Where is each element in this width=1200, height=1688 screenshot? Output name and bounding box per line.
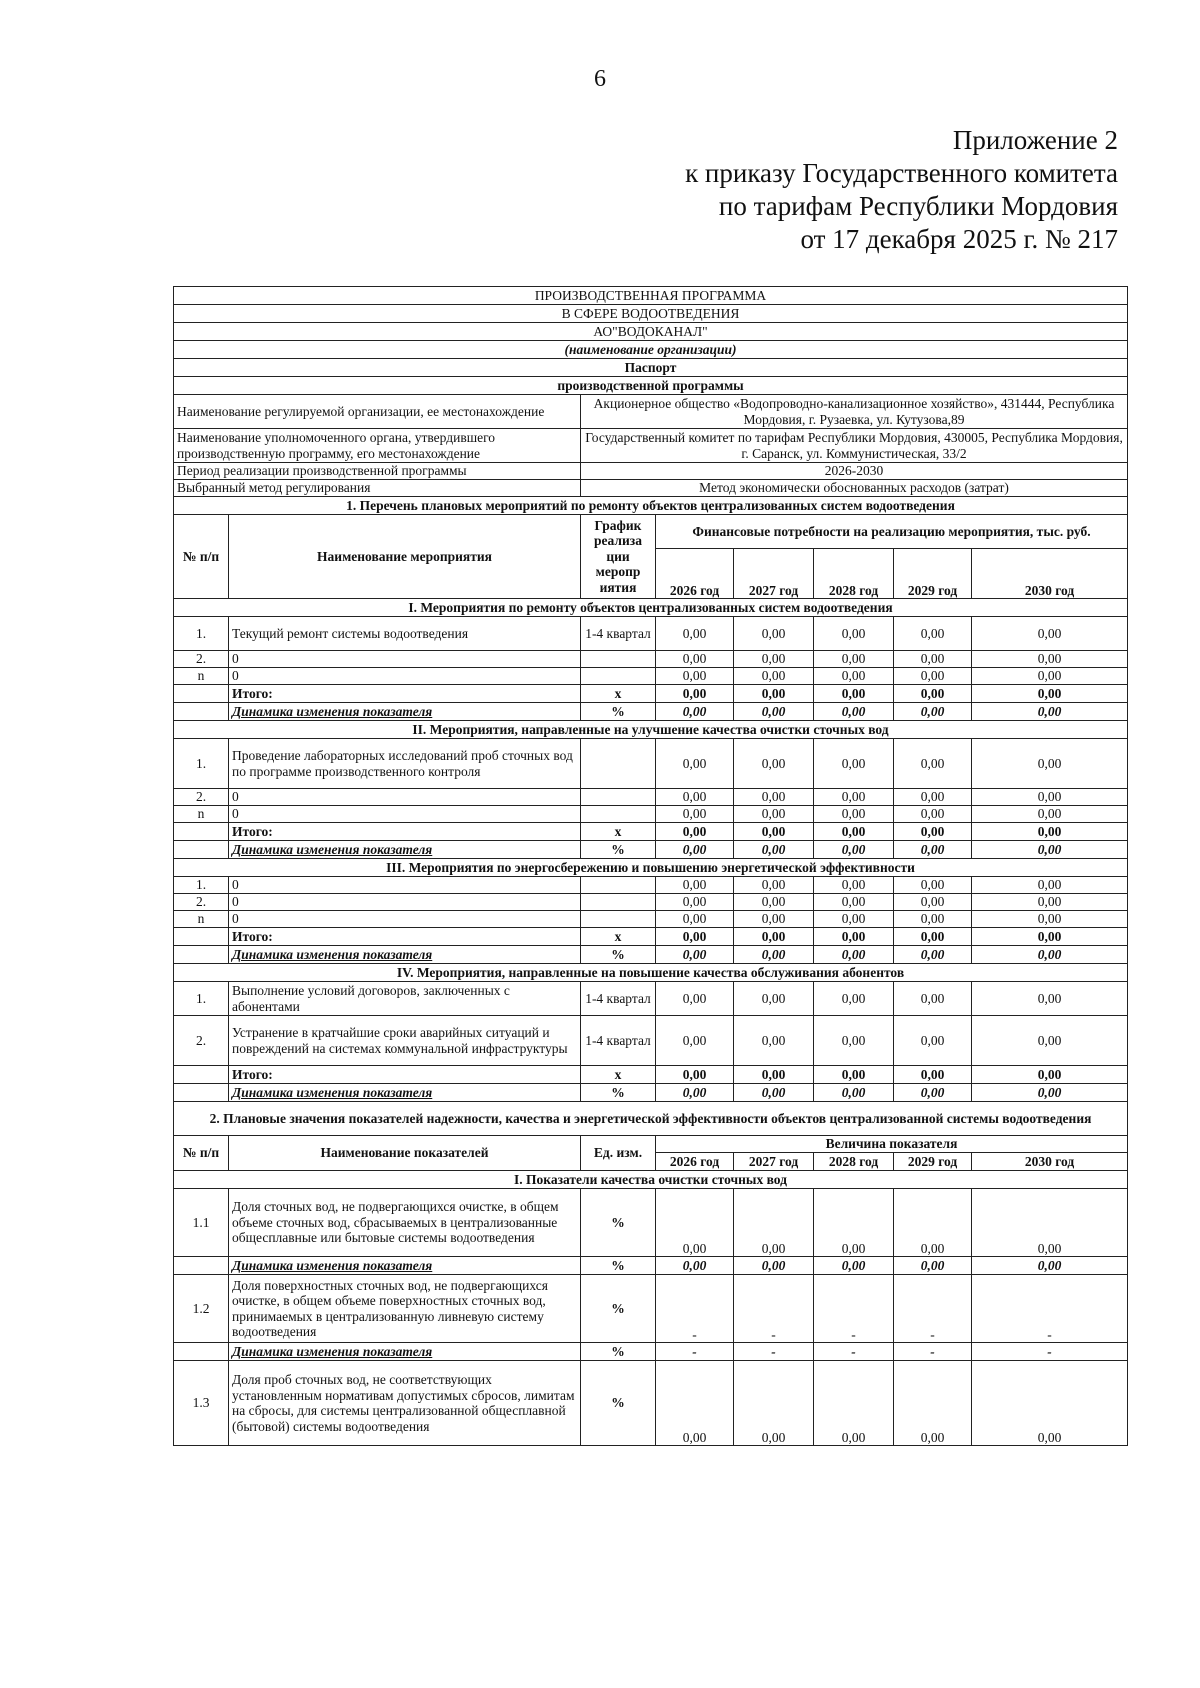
finance-value: 0,00 — [656, 739, 734, 789]
total-value: 0,00 — [814, 685, 894, 703]
section1-title: 1. Перечень плановых мероприятий по ремонту объектов централизованных систем водоотведения — [174, 497, 1128, 515]
year-header: 2030 год — [972, 549, 1128, 599]
col-number-header: № п/п — [174, 1136, 229, 1171]
indicator-number: 1.2 — [174, 1275, 229, 1343]
total-value: 0,00 — [894, 823, 972, 841]
total-mark: х — [581, 823, 656, 841]
indicator-value: - — [656, 1275, 734, 1343]
dynamics-value: - — [972, 1343, 1128, 1361]
activity-schedule — [581, 894, 656, 911]
empty-cell — [174, 703, 229, 721]
activity-schedule — [581, 806, 656, 823]
finance-value: 0,00 — [814, 1016, 894, 1066]
finance-value: 0,00 — [656, 982, 734, 1016]
indicator-value: 0,00 — [656, 1189, 734, 1257]
row-number: n — [174, 806, 229, 823]
activity-name: 0 — [229, 894, 581, 911]
passport-label: Наименование уполномоченного органа, утвердившего производственную программу, его местонахождение — [174, 429, 581, 463]
dynamics-unit: % — [581, 1343, 656, 1361]
total-mark: х — [581, 928, 656, 946]
col-value-header: Величина показателя — [656, 1136, 1128, 1153]
group-title: II. Мероприятия, направленные на улучшение качества очистки сточных вод — [174, 721, 1128, 739]
finance-value: 0,00 — [814, 617, 894, 651]
program-title-2: В СФЕРЕ ВОДООТВЕДЕНИЯ — [174, 305, 1128, 323]
dynamics-value: - — [656, 1343, 734, 1361]
activity-schedule — [581, 651, 656, 668]
activity-name: 0 — [229, 789, 581, 806]
finance-value: 0,00 — [814, 739, 894, 789]
total-value: 0,00 — [734, 928, 814, 946]
organization-name: АО"ВОДОКАНАЛ" — [174, 323, 1128, 341]
year-header: 2029 год — [894, 1153, 972, 1171]
indicator-name: Доля проб сточных вод, не соответствующих установленным нормативам допустимых сбросов, лимитам на сбросы, для системы централизованной общесплавной (бытовой) системы водоотведения — [229, 1361, 581, 1446]
activity-schedule — [581, 668, 656, 685]
col-schedule-header: График реализа ции меропр иятия — [581, 515, 656, 599]
passport-value: Государственный комитет по тарифам Республики Мордовия, 430005, Республика Мордовия, г. Саранск, ул. Коммунистическая, 33/2 — [581, 429, 1128, 463]
empty-cell — [174, 841, 229, 859]
indicator-value: 0,00 — [814, 1361, 894, 1446]
finance-value: 0,00 — [734, 894, 814, 911]
finance-value: 0,00 — [656, 806, 734, 823]
activity-schedule — [581, 911, 656, 928]
dynamics-label: Динамика изменения показателя — [229, 841, 581, 859]
row-number: n — [174, 911, 229, 928]
finance-value: 0,00 — [734, 789, 814, 806]
row-number: 2. — [174, 789, 229, 806]
finance-value: 0,00 — [814, 877, 894, 894]
col-unit-header: Ед. изм. — [581, 1136, 656, 1171]
group-title: IV. Мероприятия, направленные на повышение качества обслуживания абонентов — [174, 964, 1128, 982]
finance-value: 0,00 — [894, 894, 972, 911]
finance-value: 0,00 — [894, 877, 972, 894]
empty-cell — [174, 928, 229, 946]
total-value: 0,00 — [894, 928, 972, 946]
finance-value: 0,00 — [894, 617, 972, 651]
finance-value: 0,00 — [972, 739, 1128, 789]
dynamics-value: 0,00 — [894, 1084, 972, 1102]
finance-value: 0,00 — [656, 877, 734, 894]
indicator-value: - — [972, 1275, 1128, 1343]
indicator-name: Доля поверхностных сточных вод, не подвергающихся очистке, в общем объеме поверхностных сточных вод, принимаемых в централизованную ливневую систему водоотведения — [229, 1275, 581, 1343]
row-number: 2. — [174, 651, 229, 668]
organization-caption: (наименование организации) — [174, 341, 1128, 359]
dynamics-value: 0,00 — [734, 703, 814, 721]
empty-cell — [174, 1343, 229, 1361]
total-value: 0,00 — [972, 1066, 1128, 1084]
total-value: 0,00 — [814, 823, 894, 841]
col-finance-header: Финансовые потребности на реализацию мероприятия, тыс. руб. — [656, 515, 1128, 549]
dynamics-value: 0,00 — [814, 946, 894, 964]
activity-schedule: 1-4 квартал — [581, 1016, 656, 1066]
finance-value: 0,00 — [656, 894, 734, 911]
indicator-value: 0,00 — [894, 1189, 972, 1257]
row-number: 1. — [174, 982, 229, 1016]
indicator-value: - — [734, 1275, 814, 1343]
activity-name: 0 — [229, 877, 581, 894]
finance-value: 0,00 — [734, 617, 814, 651]
row-number: 1. — [174, 739, 229, 789]
total-value: 0,00 — [894, 1066, 972, 1084]
finance-value: 0,00 — [734, 806, 814, 823]
appendix-line-1: Приложение 2 — [952, 125, 1118, 155]
passport-label: Наименование регулируемой организации, ее местонахождение — [174, 395, 581, 429]
activity-schedule — [581, 739, 656, 789]
dynamics-value: 0,00 — [734, 1084, 814, 1102]
total-label: Итого: — [229, 928, 581, 946]
dynamics-value: 0,00 — [656, 841, 734, 859]
page-number: 6 — [594, 66, 606, 92]
finance-value: 0,00 — [894, 651, 972, 668]
group-title: I. Мероприятия по ремонту объектов централизованных систем водоотведения — [174, 599, 1128, 617]
total-value: 0,00 — [814, 928, 894, 946]
finance-value: 0,00 — [894, 806, 972, 823]
finance-value: 0,00 — [814, 982, 894, 1016]
dynamics-value: - — [814, 1343, 894, 1361]
passport-value: Акционерное общество «Водопроводно-канализационное хозяйство», 431444, Республика Мордовия, г. Рузаевка, ул. Кутузова,89 — [581, 395, 1128, 429]
year-header: 2028 год — [814, 1153, 894, 1171]
finance-value: 0,00 — [656, 1016, 734, 1066]
empty-cell — [174, 1066, 229, 1084]
finance-value: 0,00 — [814, 668, 894, 685]
year-header: 2030 год — [972, 1153, 1128, 1171]
dynamics-label: Динамика изменения показателя — [229, 1084, 581, 1102]
total-value: 0,00 — [656, 1066, 734, 1084]
total-mark: х — [581, 685, 656, 703]
activity-schedule — [581, 877, 656, 894]
dynamics-unit: % — [581, 703, 656, 721]
dynamics-value: 0,00 — [894, 1257, 972, 1275]
indicator-number: 1.1 — [174, 1189, 229, 1257]
passport-value: Метод экономически обоснованных расходов (затрат) — [581, 480, 1128, 497]
empty-cell — [174, 946, 229, 964]
production-program-table — [173, 286, 1128, 1446]
empty-cell — [174, 823, 229, 841]
dynamics-value: 0,00 — [972, 841, 1128, 859]
finance-value: 0,00 — [972, 911, 1128, 928]
dynamics-unit: % — [581, 1084, 656, 1102]
finance-value: 0,00 — [734, 651, 814, 668]
finance-value: 0,00 — [656, 789, 734, 806]
finance-value: 0,00 — [814, 806, 894, 823]
activity-name: Выполнение условий договоров, заключенных с абонентами — [229, 982, 581, 1016]
finance-value: 0,00 — [894, 739, 972, 789]
indicator-value: - — [894, 1275, 972, 1343]
appendix-line-4: от 17 декабря 2025 г. № 217 — [800, 224, 1118, 254]
total-mark: х — [581, 1066, 656, 1084]
finance-value: 0,00 — [972, 1016, 1128, 1066]
activity-name: 0 — [229, 651, 581, 668]
year-header: 2029 год — [894, 549, 972, 599]
dynamics-value: 0,00 — [734, 946, 814, 964]
row-number: 1. — [174, 617, 229, 651]
activity-schedule: 1-4 квартал — [581, 617, 656, 651]
col-indicator-header: Наименование показателей — [229, 1136, 581, 1171]
activity-name: Устранение в кратчайшие сроки аварийных ситуаций и повреждений на системах коммунальной инфраструктуры — [229, 1016, 581, 1066]
finance-value: 0,00 — [972, 617, 1128, 651]
dynamics-value: 0,00 — [894, 703, 972, 721]
passport-label: Выбранный метод регулирования — [174, 480, 581, 497]
passport-subtitle: производственной программы — [174, 377, 1128, 395]
appendix-line-3: по тарифам Республики Мордовия — [718, 191, 1118, 221]
finance-value: 0,00 — [972, 668, 1128, 685]
total-value: 0,00 — [656, 928, 734, 946]
dynamics-value: 0,00 — [656, 946, 734, 964]
dynamics-value: 0,00 — [656, 1084, 734, 1102]
finance-value: 0,00 — [656, 651, 734, 668]
dynamics-value: 0,00 — [814, 1084, 894, 1102]
appendix-line-2: к приказу Государственного комитета — [685, 158, 1118, 188]
dynamics-value: 0,00 — [814, 841, 894, 859]
finance-value: 0,00 — [734, 877, 814, 894]
finance-value: 0,00 — [972, 651, 1128, 668]
total-value: 0,00 — [972, 685, 1128, 703]
group-title: III. Мероприятия по энергосбережению и повышению энергетической эффективности — [174, 859, 1128, 877]
row-number: n — [174, 668, 229, 685]
dynamics-value: 0,00 — [972, 703, 1128, 721]
finance-value: 0,00 — [656, 911, 734, 928]
activity-name: 0 — [229, 668, 581, 685]
finance-value: 0,00 — [894, 668, 972, 685]
finance-value: 0,00 — [814, 894, 894, 911]
activity-schedule — [581, 789, 656, 806]
year-header: 2026 год — [656, 1153, 734, 1171]
finance-value: 0,00 — [894, 789, 972, 806]
dynamics-value: 0,00 — [894, 946, 972, 964]
finance-value: 0,00 — [894, 911, 972, 928]
passport-title: Паспорт — [174, 359, 1128, 377]
program-title-1: ПРОИЗВОДСТВЕННАЯ ПРОГРАММА — [174, 287, 1128, 305]
dynamics-value: 0,00 — [734, 1257, 814, 1275]
activity-name: 0 — [229, 806, 581, 823]
activity-name: Проведение лабораторных исследований проб сточных вод по программе производственного контроля — [229, 739, 581, 789]
dynamics-label: Динамика изменения показателя — [229, 703, 581, 721]
finance-value: 0,00 — [734, 739, 814, 789]
year-header: 2027 год — [734, 1153, 814, 1171]
dynamics-value: - — [734, 1343, 814, 1361]
indicator-unit: % — [581, 1189, 656, 1257]
col-number-header: № п/п — [174, 515, 229, 599]
indicator-value: 0,00 — [894, 1361, 972, 1446]
finance-value: 0,00 — [656, 668, 734, 685]
appendix-header — [558, 124, 1118, 256]
group-title: I. Показатели качества очистки сточных вод — [174, 1171, 1128, 1189]
total-label: Итого: — [229, 823, 581, 841]
finance-value: 0,00 — [894, 1016, 972, 1066]
indicator-unit: % — [581, 1275, 656, 1343]
year-header: 2028 год — [814, 549, 894, 599]
indicator-value: 0,00 — [734, 1189, 814, 1257]
dynamics-value: 0,00 — [656, 703, 734, 721]
empty-cell — [174, 1084, 229, 1102]
finance-value: 0,00 — [894, 982, 972, 1016]
year-header: 2026 год — [656, 549, 734, 599]
dynamics-unit: % — [581, 946, 656, 964]
indicator-value: 0,00 — [972, 1361, 1128, 1446]
dynamics-value: 0,00 — [656, 1257, 734, 1275]
indicator-value: 0,00 — [814, 1189, 894, 1257]
finance-value: 0,00 — [734, 668, 814, 685]
finance-value: 0,00 — [814, 651, 894, 668]
dynamics-value: - — [894, 1343, 972, 1361]
col-name-header: Наименование мероприятия — [229, 515, 581, 599]
total-value: 0,00 — [656, 823, 734, 841]
total-value: 0,00 — [656, 685, 734, 703]
dynamics-unit: % — [581, 841, 656, 859]
dynamics-value: 0,00 — [972, 1084, 1128, 1102]
passport-value: 2026-2030 — [581, 463, 1128, 480]
total-value: 0,00 — [814, 1066, 894, 1084]
finance-value: 0,00 — [656, 617, 734, 651]
indicator-value: 0,00 — [734, 1361, 814, 1446]
indicator-name: Доля сточных вод, не подвергающихся очистке, в общем объеме сточных вод, сбрасываемых в централизованные общесплавные или бытовые системы водоотведения — [229, 1189, 581, 1257]
total-value: 0,00 — [734, 685, 814, 703]
dynamics-value: 0,00 — [814, 1257, 894, 1275]
finance-value: 0,00 — [734, 982, 814, 1016]
passport-label: Период реализации производственной программы — [174, 463, 581, 480]
row-number: 2. — [174, 894, 229, 911]
finance-value: 0,00 — [972, 982, 1128, 1016]
dynamics-value: 0,00 — [814, 703, 894, 721]
total-value: 0,00 — [734, 823, 814, 841]
dynamics-value: 0,00 — [734, 841, 814, 859]
total-value: 0,00 — [734, 1066, 814, 1084]
total-value: 0,00 — [972, 928, 1128, 946]
total-label: Итого: — [229, 1066, 581, 1084]
dynamics-label: Динамика изменения показателя — [229, 1343, 581, 1361]
finance-value: 0,00 — [814, 911, 894, 928]
total-label: Итого: — [229, 685, 581, 703]
finance-value: 0,00 — [814, 789, 894, 806]
dynamics-value: 0,00 — [972, 946, 1128, 964]
dynamics-value: 0,00 — [972, 1257, 1128, 1275]
row-number: 1. — [174, 877, 229, 894]
total-value: 0,00 — [894, 685, 972, 703]
indicator-number: 1.3 — [174, 1361, 229, 1446]
total-value: 0,00 — [972, 823, 1128, 841]
indicator-value: 0,00 — [656, 1361, 734, 1446]
indicator-value: 0,00 — [972, 1189, 1128, 1257]
activity-schedule: 1-4 квартал — [581, 982, 656, 1016]
empty-cell — [174, 685, 229, 703]
year-header: 2027 год — [734, 549, 814, 599]
activity-name: 0 — [229, 911, 581, 928]
activity-name: Текущий ремонт системы водоотведения — [229, 617, 581, 651]
indicator-value: - — [814, 1275, 894, 1343]
finance-value: 0,00 — [734, 1016, 814, 1066]
empty-cell — [174, 1257, 229, 1275]
finance-value: 0,00 — [972, 877, 1128, 894]
row-number: 2. — [174, 1016, 229, 1066]
finance-value: 0,00 — [972, 789, 1128, 806]
section2-title: 2. Плановые значения показателей надежности, качества и энергетической эффективности объектов централизованной системы водоотведения — [174, 1102, 1128, 1136]
dynamics-unit: % — [581, 1257, 656, 1275]
finance-value: 0,00 — [972, 894, 1128, 911]
dynamics-value: 0,00 — [894, 841, 972, 859]
indicator-unit: % — [581, 1361, 656, 1446]
dynamics-label: Динамика изменения показателя — [229, 946, 581, 964]
dynamics-label: Динамика изменения показателя — [229, 1257, 581, 1275]
finance-value: 0,00 — [972, 806, 1128, 823]
finance-value: 0,00 — [734, 911, 814, 928]
